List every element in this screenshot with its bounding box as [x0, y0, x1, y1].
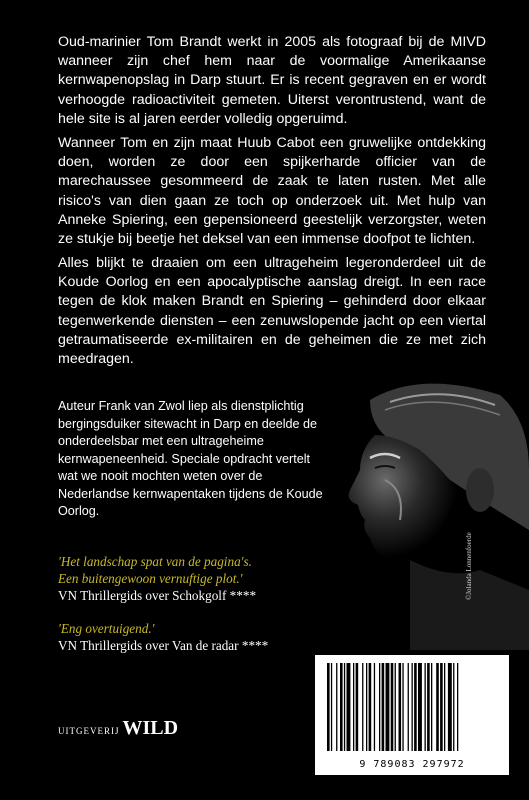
quote-1-line-2: Een buitengewoon vernuftige plot.': [58, 571, 243, 586]
author-photo: [330, 380, 529, 650]
barcode-bar: [431, 663, 432, 751]
blurb-paragraph-1: Oud-marinier Tom Brandt werkt in 2005 als fotograaf bij de MIVD wanneer zijn chef hem naar de voormalige Amerikaanse kernwapenopslag in Darp stuurt. Er is recent gegraven en er wordt verhoogde radioactiviteit gemeten. Uiterst verontrustend, want de hele site is al jaren eerder volledig opgeruimd.: [58, 34, 486, 127]
quote-1-source: VN Thrillergids over Schokgolf ****: [58, 588, 257, 603]
photo-credit: ©Jolanda Lonnenfoerde: [465, 532, 473, 600]
barcode-bar: [448, 663, 452, 751]
barcode-bar: [399, 663, 402, 751]
author-bio: Auteur Frank van Zwol liep als dienstplichtig bergingsduiker sitewacht in Darp en deelde de onderdeelsbar met een ultrageheime kernwapeneenheid. Speciale opdracht vertelt wat we nooit mochten weten over de Nederlandse kernwapentaken tijdens de Koude Oorlog.: [58, 399, 323, 518]
barcode-bar: [391, 663, 394, 751]
barcode-bar: [395, 663, 396, 751]
barcode-bar: [386, 663, 390, 751]
barcode-bar: [382, 663, 385, 751]
barcode-bar: [457, 663, 458, 751]
barcode-bars: [315, 655, 509, 755]
barcode-bar: [402, 663, 403, 751]
barcode-bar: [412, 663, 413, 751]
quote-1-line-1: 'Het landschap spat van de pagina's.: [58, 554, 252, 569]
publisher-small: UITGEVERIJ: [58, 726, 120, 736]
barcode-bar: [453, 663, 454, 751]
barcode-bar: [327, 663, 330, 751]
blurb-paragraph-2: Wanneer Tom en zijn maat Huub Cabot een gruwelijke ontdekking doen, worden ze door een spijkerharde officier van de marechaussee gesommeerd de zaak te laten rusten. Met alle risico's van dien gaan ze toch op onderzoek uit. Met hulp van Anneke Spiering, een gepensioneerd geestelijk verzorgster, weten ze stukje bij beetje het deksel van een immense doofpot te lichten.: [58, 135, 486, 248]
publisher-big: WILD: [122, 717, 179, 739]
quote-2-line-1: 'Eng overtuigend.': [58, 621, 155, 636]
barcode-bar: [414, 663, 417, 751]
barcode-bar: [366, 663, 367, 751]
barcode-bar: [374, 663, 375, 751]
barcode-number: 9 789083 297972: [359, 759, 465, 770]
barcode-bar: [347, 663, 351, 751]
barcode-bar: [362, 663, 363, 751]
barcode-bar: [369, 663, 372, 751]
barcode-bar: [344, 663, 345, 751]
publisher-logo: [58, 717, 178, 740]
isbn-barcode: [315, 655, 509, 775]
quote-2-source: VN Thrillergids over Van de radar ****: [58, 638, 269, 653]
author-portrait-image: [330, 380, 529, 650]
blurb-paragraph-3: Alles blijkt te draaien om een ultrageheim legeronderdeel uit de Koude Oorlog en een apocalyptische aanslag dreigt. In een race tegen de klok maken Brandt en Spiering – gehinderd door elkaar tegenwerkende diensten – een zenuwslopende jacht op een viertal getraumatiseerde ex-militairen en de geheimen die ze met zich meedragen.: [58, 255, 486, 368]
barcode-bar: [440, 663, 443, 751]
barcode-bar: [336, 663, 337, 751]
barcode-bar: [356, 663, 359, 751]
barcode-bar: [418, 663, 422, 751]
barcode-bar: [331, 663, 332, 751]
barcode-bar: [408, 663, 409, 751]
barcode-bar: [340, 663, 343, 751]
barcode-bar: [444, 663, 445, 751]
barcode-bar: [353, 663, 354, 751]
barcode-bar: [425, 663, 426, 751]
barcode-bar: [436, 663, 439, 751]
barcode-bar: [379, 663, 380, 751]
barcode-bar: [427, 663, 430, 751]
